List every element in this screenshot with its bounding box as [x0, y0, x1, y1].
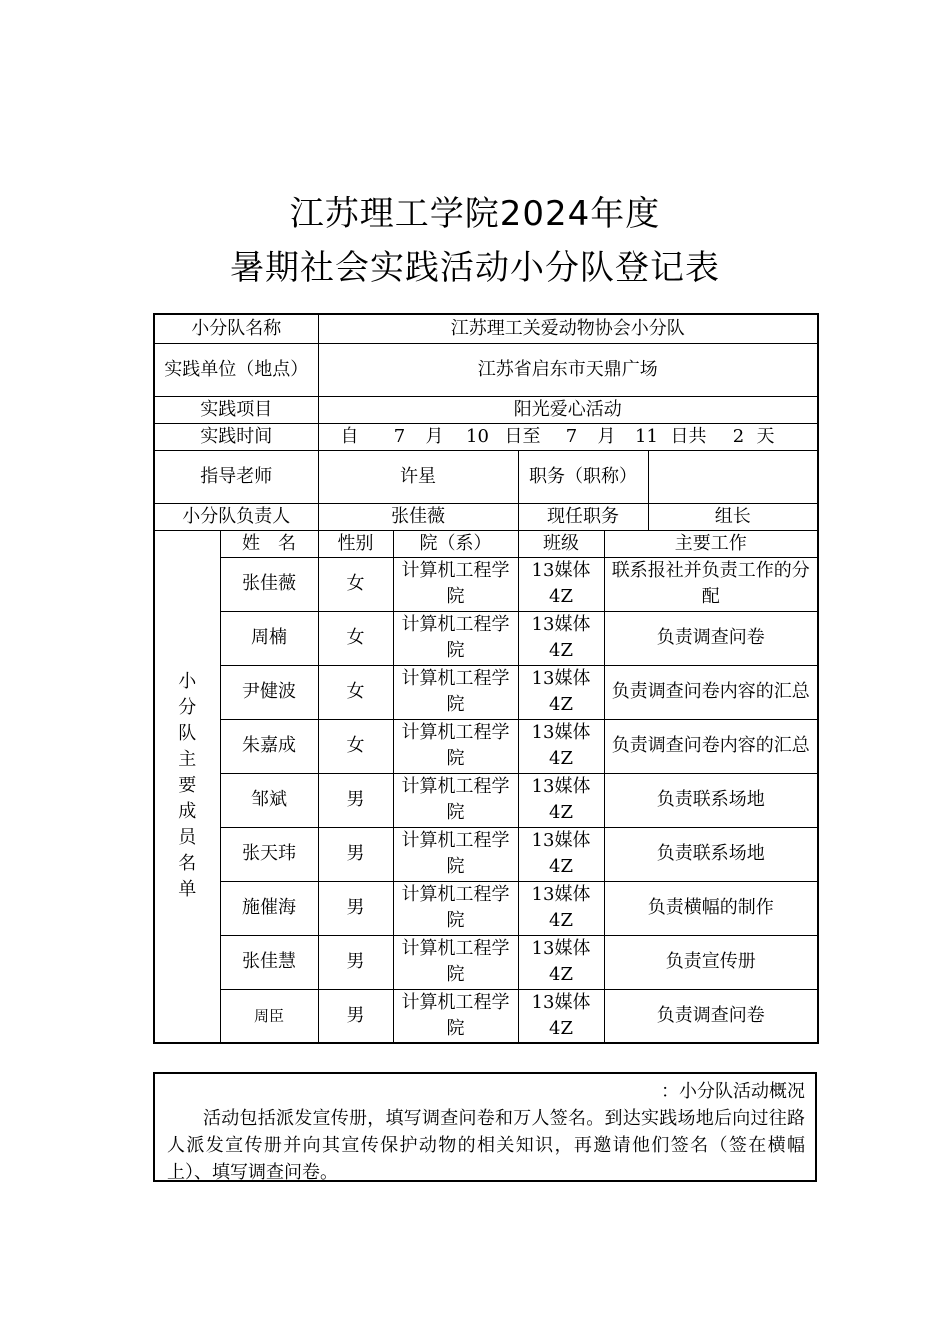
activity-summary-box [153, 1072, 817, 1182]
member-work: 负责调查问卷 [604, 989, 818, 1043]
table-row [154, 989, 818, 1043]
member-class: 13媒体4Z [518, 719, 604, 773]
page-title-line-1: 江苏理工学院2024年度 [289, 194, 661, 234]
member-name: 张佳薇 [220, 557, 318, 611]
time-day-total-word: 日共 [670, 425, 707, 447]
member-class: 13媒体4Z [518, 665, 604, 719]
time-start-day: 10 [466, 425, 489, 447]
member-college: 计算机工程学院 [393, 719, 518, 773]
member-college: 计算机工程学院 [393, 881, 518, 935]
member-work: 负责联系场地 [604, 773, 818, 827]
header-work: 主要工作 [604, 530, 818, 557]
time-from-word: 自 [340, 425, 359, 447]
table-row [154, 665, 818, 719]
time-month-word-1: 月 [425, 425, 444, 447]
member-name: 尹健波 [220, 665, 318, 719]
member-college: 计算机工程学院 [393, 827, 518, 881]
location-label: 实践单位（地点） [154, 343, 318, 396]
table-row [154, 935, 818, 989]
header-gender: 性别 [318, 530, 393, 557]
member-work: 负责横幅的制作 [604, 881, 818, 935]
member-class: 13媒体4Z [518, 557, 604, 611]
member-class: 13媒体4Z [518, 989, 604, 1043]
table-row [154, 773, 818, 827]
member-gender: 男 [318, 881, 393, 935]
time-end-month: 7 [565, 425, 578, 447]
time-days-word: 天 [756, 425, 775, 447]
member-name: 邹斌 [220, 773, 318, 827]
member-class: 13媒体4Z [518, 827, 604, 881]
registration-table [153, 313, 819, 1044]
project-value: 阳光爱心活动 [318, 396, 818, 423]
member-college: 计算机工程学院 [393, 665, 518, 719]
member-name: 施催海 [220, 881, 318, 935]
member-work: 负责联系场地 [604, 827, 818, 881]
page-title-line-2: 暑期社会实践活动小分队登记表 [230, 248, 720, 288]
time-value [318, 423, 818, 450]
member-gender: 女 [318, 719, 393, 773]
member-college: 计算机工程学院 [393, 557, 518, 611]
activity-summary-heading: ：小分队活动概况 [661, 1081, 805, 1102]
member-work: 负责调查问卷内容的汇总 [604, 719, 818, 773]
time-end-day: 11 [635, 425, 658, 447]
team-name-label: 小分队名称 [154, 314, 318, 343]
member-class: 13媒体4Z [518, 935, 604, 989]
member-college: 计算机工程学院 [393, 611, 518, 665]
member-gender: 女 [318, 611, 393, 665]
member-work: 负责宣传册 [604, 935, 818, 989]
leader-label: 小分队负责人 [154, 503, 318, 530]
location-value: 江苏省启东市天鼎广场 [318, 343, 818, 396]
leader-position-label: 现任职务 [518, 503, 648, 530]
table-row [154, 827, 818, 881]
member-class: 13媒体4Z [518, 611, 604, 665]
member-name: 张佳慧 [220, 935, 318, 989]
time-total-days: 2 [732, 425, 745, 447]
activity-summary-text: 活动包括派发宣传册，填写调查问卷和万人签名。到达实践场地后向过往路人派发宣传册并向其宣传保护动物的相关知识，再邀请他们签名（签在横幅上）、填写调查问卷。 [167, 1108, 805, 1183]
member-gender: 男 [318, 827, 393, 881]
member-work: 负责调查问卷 [604, 611, 818, 665]
table-row [154, 611, 818, 665]
team-name-value: 江苏理工关爱动物协会小分队 [318, 314, 818, 343]
member-gender: 男 [318, 989, 393, 1043]
advisor-title-label: 职务（职称） [518, 450, 648, 503]
member-gender: 女 [318, 665, 393, 719]
advisor-value: 许星 [318, 450, 518, 503]
members-section-label: 小 分 队 主 要 成 员 名 单 [154, 530, 220, 1043]
member-name: 周楠 [220, 611, 318, 665]
member-gender: 女 [318, 557, 393, 611]
header-class: 班级 [518, 530, 604, 557]
member-class: 13媒体4Z [518, 881, 604, 935]
project-label: 实践项目 [154, 396, 318, 423]
member-work: 负责调查问卷内容的汇总 [604, 665, 818, 719]
leader-value: 张佳薇 [318, 503, 518, 530]
member-college: 计算机工程学院 [393, 989, 518, 1043]
member-name: 周臣 [220, 989, 318, 1043]
member-work: 联系报社并负责工作的分配 [604, 557, 818, 611]
leader-position-value: 组长 [648, 503, 818, 530]
time-start-month: 7 [393, 425, 406, 447]
time-day-to-word: 日至 [504, 425, 541, 447]
time-label: 实践时间 [154, 423, 318, 450]
member-college: 计算机工程学院 [393, 935, 518, 989]
table-row [154, 557, 818, 611]
member-name: 张天玮 [220, 827, 318, 881]
header-name: 姓 名 [220, 530, 318, 557]
member-name: 朱嘉成 [220, 719, 318, 773]
header-college: 院（系） [393, 530, 518, 557]
table-row [154, 881, 818, 935]
time-month-word-2: 月 [597, 425, 616, 447]
member-gender: 男 [318, 935, 393, 989]
table-row [154, 719, 818, 773]
member-college: 计算机工程学院 [393, 773, 518, 827]
member-gender: 男 [318, 773, 393, 827]
advisor-label: 指导老师 [154, 450, 318, 503]
advisor-title-value [648, 450, 818, 503]
member-class: 13媒体4Z [518, 773, 604, 827]
